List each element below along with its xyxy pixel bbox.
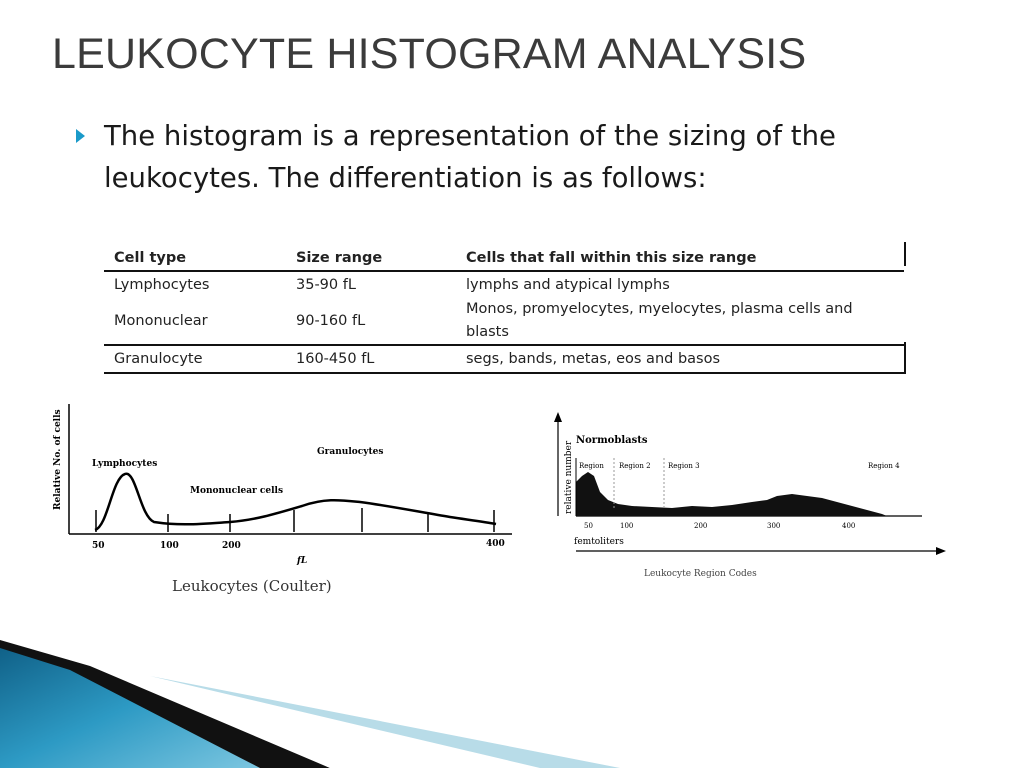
y-axis-label: relative number [564,440,574,514]
header-size-range: Size range [296,250,383,266]
table-row [104,271,904,297]
x-tick-label: 400 [486,539,505,549]
cell-range: 90-160 fL [296,312,366,329]
x-tick-label: 100 [620,522,634,530]
x-tick-label: 100 [160,541,179,551]
x-tick-label: 200 [222,541,241,551]
x-tick-label: 50 [92,541,105,551]
table-right-rule-top [904,242,906,266]
x-tick-label: 300 [767,522,781,530]
y-axis-arrow-icon [554,412,562,422]
x-tick-label: 50 [584,522,593,530]
x-tick-label: 400 [842,522,856,530]
x-axis-label: femtoliters [574,537,624,547]
label-granulocytes: Granulocytes [317,447,384,457]
region-code-histogram [552,410,952,590]
region-label: Region [579,462,604,470]
label-lymphocytes: Lymphocytes [92,459,158,469]
region-label: Region 2 [619,462,651,470]
region-label: Region 3 [668,462,700,470]
cell-range: 160-450 fL [296,351,375,367]
figure-caption: Leukocyte Region Codes [644,569,757,579]
cell-type: Granulocyte [114,351,203,367]
cell-members: Monos, promyelocytes, myelocytes, plasma cells and blasts [466,300,853,340]
header-cells-within: Cells that fall within this size range [466,250,757,266]
bullet-arrow-icon [76,129,85,143]
cell-range: 35-90 fL [296,276,356,293]
table-row [104,297,904,345]
x-axis-label: fL [297,556,308,566]
label-mononuclear: Mononuclear cells [190,486,284,496]
cell-type: Mononuclear [114,312,208,329]
y-axis-label: Relative No. of cells [53,409,63,510]
cell-type: Lymphocytes [114,276,210,293]
region-label: Region 4 [868,462,900,470]
coulter-histogram [40,398,520,608]
header-cell-type: Cell type [114,250,187,266]
x-tick-label: 200 [694,522,708,530]
cell-members: lymphs and atypical lymphs [466,276,670,293]
size-range-table [104,242,906,374]
histogram-fill [576,472,887,516]
figure-caption: Leukocytes (Coulter) [172,577,332,595]
table-row [104,345,904,373]
table-header-row [104,242,904,271]
normoblasts-label: Normoblasts [576,435,648,446]
table-right-rule-bottom [904,342,906,374]
x-axis-arrow-icon [936,547,946,555]
decorative-swoosh [0,640,1024,768]
slide-title: LEUKOCYTE HISTOGRAM ANALYSIS [52,30,807,78]
bullet-text: The histogram is a representation of the sizing of the leukocytes. The differentiation is as follows: [104,120,836,194]
cell-members: segs, bands, metas, eos and basos [466,351,721,367]
histogram-curve [95,474,496,530]
